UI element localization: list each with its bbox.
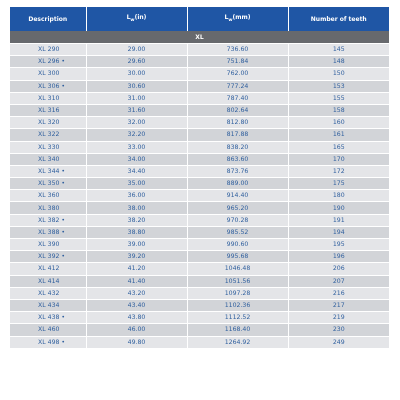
- table-row: [10, 129, 389, 141]
- cell-length-mm: 751.84: [187, 56, 288, 68]
- cell-length-in: 41.40: [86, 275, 187, 287]
- cell-description: XL 438 •: [10, 312, 86, 324]
- header-length-mm-sub: w: [228, 18, 233, 24]
- header-teeth: [288, 7, 389, 31]
- cell-length-mm: 1168.40: [187, 324, 288, 336]
- cell-length-mm: 914.40: [187, 190, 288, 202]
- cell-length-mm: 777.24: [187, 80, 288, 92]
- cell-teeth: 155: [288, 92, 389, 104]
- cell-teeth: 191: [288, 214, 389, 226]
- cell-teeth: 172: [288, 165, 389, 177]
- cell-length-mm: 970.28: [187, 214, 288, 226]
- cell-description: XL 460: [10, 324, 86, 336]
- cell-description: XL 330: [10, 141, 86, 153]
- cell-length-in: 31.60: [86, 104, 187, 116]
- cell-length-in: 29.00: [86, 44, 187, 56]
- cell-teeth: 153: [288, 80, 389, 92]
- table-row: [10, 312, 389, 324]
- table-row: [10, 141, 389, 153]
- cell-length-mm: 985.52: [187, 226, 288, 238]
- cell-teeth: 230: [288, 324, 389, 336]
- cell-length-mm: 1097.28: [187, 287, 288, 299]
- cell-length-in: 34.00: [86, 153, 187, 165]
- cell-teeth: 180: [288, 190, 389, 202]
- cell-length-in: 38.80: [86, 226, 187, 238]
- header-length-mm: [187, 7, 288, 31]
- cell-description: XL 300: [10, 68, 86, 80]
- cell-description: XL 344 •: [10, 165, 86, 177]
- belt-length-table: [10, 7, 389, 349]
- cell-length-mm: 1051.56: [187, 275, 288, 287]
- cell-description: XL 432: [10, 287, 86, 299]
- cell-description: XL 360: [10, 190, 86, 202]
- cell-teeth: 217: [288, 299, 389, 311]
- cell-length-mm: 812.80: [187, 117, 288, 129]
- cell-teeth: 195: [288, 239, 389, 251]
- table-row: [10, 239, 389, 251]
- table-row: [10, 80, 389, 92]
- cell-length-in: 49.80: [86, 336, 187, 348]
- table-row: [10, 299, 389, 311]
- cell-teeth: 145: [288, 44, 389, 56]
- cell-teeth: 219: [288, 312, 389, 324]
- cell-length-in: 30.00: [86, 68, 187, 80]
- table-header: [10, 7, 389, 31]
- cell-teeth: 249: [288, 336, 389, 348]
- cell-description: XL 498 •: [10, 336, 86, 348]
- table-row: [10, 165, 389, 177]
- cell-teeth: 158: [288, 104, 389, 116]
- cell-teeth: 194: [288, 226, 389, 238]
- cell-length-in: 30.60: [86, 80, 187, 92]
- cell-length-mm: 1264.92: [187, 336, 288, 348]
- header-length-in-main: L: [126, 14, 131, 22]
- cell-length-in: 46.00: [86, 324, 187, 336]
- cell-length-mm: 787.40: [187, 92, 288, 104]
- cell-length-mm: 995.68: [187, 251, 288, 263]
- cell-length-mm: 889.00: [187, 178, 288, 190]
- cell-teeth: 150: [288, 68, 389, 80]
- cell-length-in: 38.00: [86, 202, 187, 214]
- table-row: [10, 153, 389, 165]
- cell-teeth: 207: [288, 275, 389, 287]
- table-row: [10, 226, 389, 238]
- cell-teeth: 148: [288, 56, 389, 68]
- header-length-in: [86, 7, 187, 31]
- cell-description: XL 306 •: [10, 80, 86, 92]
- cell-description: XL 390: [10, 239, 86, 251]
- table-row: [10, 202, 389, 214]
- cell-length-in: 32.00: [86, 117, 187, 129]
- cell-length-mm: 873.76: [187, 165, 288, 177]
- header-teeth-label: Number of teeth: [310, 15, 367, 23]
- cell-description: XL 340: [10, 153, 86, 165]
- cell-teeth: 175: [288, 178, 389, 190]
- header-length-in-sub: w: [130, 18, 135, 24]
- cell-description: XL 350 •: [10, 178, 86, 190]
- table-row: [10, 92, 389, 104]
- cell-length-mm: 762.00: [187, 68, 288, 80]
- cell-teeth: 216: [288, 287, 389, 299]
- cell-teeth: 196: [288, 251, 389, 263]
- table-row: [10, 251, 389, 263]
- header-description-label: Description: [28, 15, 68, 23]
- cell-length-in: 38.20: [86, 214, 187, 226]
- cell-length-mm: 1046.48: [187, 263, 288, 275]
- cell-description: XL 320: [10, 117, 86, 129]
- cell-teeth: 161: [288, 129, 389, 141]
- table-row: [10, 117, 389, 129]
- cell-teeth: 165: [288, 141, 389, 153]
- table-row: [10, 324, 389, 336]
- cell-length-in: 31.00: [86, 92, 187, 104]
- table-row: [10, 56, 389, 68]
- cell-length-in: 43.80: [86, 312, 187, 324]
- header-length-in-unit: (in): [134, 14, 147, 22]
- header-length-mm-unit: (mm): [232, 14, 251, 22]
- cell-description: XL 382 •: [10, 214, 86, 226]
- cell-description: XL 380: [10, 202, 86, 214]
- cell-length-mm: 838.20: [187, 141, 288, 153]
- cell-teeth: 190: [288, 202, 389, 214]
- cell-length-in: 39.20: [86, 251, 187, 263]
- cell-teeth: 206: [288, 263, 389, 275]
- cell-length-mm: 736.60: [187, 44, 288, 56]
- cell-length-in: 43.40: [86, 299, 187, 311]
- table-row: [10, 336, 389, 348]
- header-row: [10, 7, 389, 31]
- cell-length-mm: 965.20: [187, 202, 288, 214]
- cell-length-in: 32.20: [86, 129, 187, 141]
- table-row: [10, 263, 389, 275]
- table-row: [10, 104, 389, 116]
- cell-teeth: 170: [288, 153, 389, 165]
- cell-description: XL 316: [10, 104, 86, 116]
- table-row: [10, 214, 389, 226]
- cell-length-in: 36.00: [86, 190, 187, 202]
- cell-description: XL 290: [10, 44, 86, 56]
- cell-length-mm: 817.88: [187, 129, 288, 141]
- cell-description: XL 412: [10, 263, 86, 275]
- group-row: [10, 31, 389, 44]
- group-label: XL: [10, 31, 389, 44]
- cell-length-in: 33.00: [86, 141, 187, 153]
- cell-length-in: 41.20: [86, 263, 187, 275]
- table-row: [10, 287, 389, 299]
- group-section: [10, 31, 389, 44]
- header-length-mm-main: L: [224, 14, 229, 22]
- cell-length-mm: 990.60: [187, 239, 288, 251]
- cell-description: XL 392 •: [10, 251, 86, 263]
- cell-description: XL 310: [10, 92, 86, 104]
- table-row: [10, 178, 389, 190]
- table-body: [10, 44, 389, 349]
- cell-description: XL 388 •: [10, 226, 86, 238]
- cell-length-in: 34.40: [86, 165, 187, 177]
- cell-length-in: 29.60: [86, 56, 187, 68]
- cell-length-mm: 802.64: [187, 104, 288, 116]
- cell-length-mm: 1102.36: [187, 299, 288, 311]
- table-row: [10, 68, 389, 80]
- cell-length-mm: 1112.52: [187, 312, 288, 324]
- table-row: [10, 44, 389, 56]
- cell-description: XL 434: [10, 299, 86, 311]
- cell-description: XL 322: [10, 129, 86, 141]
- cell-teeth: 160: [288, 117, 389, 129]
- cell-length-in: 35.00: [86, 178, 187, 190]
- cell-length-in: 39.00: [86, 239, 187, 251]
- table-row: [10, 275, 389, 287]
- cell-description: XL 414: [10, 275, 86, 287]
- header-description: [10, 7, 86, 31]
- cell-description: XL 296 •: [10, 56, 86, 68]
- table-row: [10, 190, 389, 202]
- cell-length-mm: 863.60: [187, 153, 288, 165]
- cell-length-in: 43.20: [86, 287, 187, 299]
